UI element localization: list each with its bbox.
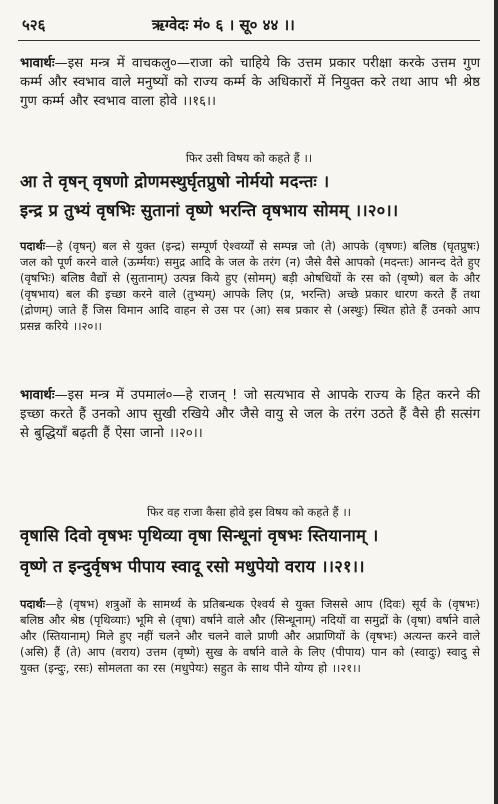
mantra-21-line-1: वृषासि दिवो वृषभः पृथिव्या वृषा सिन्धूनां वृषभः स्तियानाम् । (20, 526, 379, 545)
bhavarth-label: भावार्थः (20, 56, 55, 71)
page-number: ५२६ (22, 16, 46, 34)
section-caption: फिर वह राजा कैसा होवे इस विषय को कहते हैं ।। (146, 505, 352, 519)
padarth-20 (20, 238, 480, 334)
padarth-21 (20, 596, 480, 676)
bhavarth-20 (20, 386, 480, 443)
bhavarth-text: —इस मन्त्र में वाचकलु०—राजा को चाहिये कि उत्तम प्रकार परीक्षा करके उत्तम गुण कर्म्म और स्वभाव वाले मनुष्यों को राज्य कर्म्म के अधिकारों में नियुक्त करे तथा आप भी श्रेष्ठ गुण कर्म्म और स्वभाव वाला होवे ।।१६।। (20, 56, 480, 109)
mantra-21-line-2: वृष्णे त इन्दुर्वृषभ पीपाय स्वादू रसो मधुपेयो वराय ।।२१।। (20, 557, 365, 576)
padarth-label: पदार्थः (20, 239, 46, 253)
mantra-20-line-1: आ ते वृषन् वृषणो द्रोणमस्थुर्घृतप्रुषो नोर्मयो मदन्तः । (20, 172, 330, 191)
header-rule (18, 40, 480, 41)
bhavarth-label: भावार्थः (20, 388, 55, 403)
mantra-20-line-2: इन्द्र प्र तुभ्यं वृषभिः सुतानां वृष्णे भरन्ति वृषभाय सोमम् ।।२०।। (20, 201, 399, 220)
bhavarth-text: —इस मन्त्र में उपमालं०—हे राजन् ! जो सत्यभाव से आपके राज्य के हित करने की इच्छा करते हैं उनको आप सुखी रखिये और जैसे वायु से जल के तरंग उठते हैं वैसे ही सत्संग से बुद्धियाँ बढ़ती हैं ऐसा जानो ।।२०।। (20, 388, 480, 441)
bhavarth-19 (20, 54, 480, 111)
padarth-text: —हे (वृषन्) बल से युक्त (इन्द्र) सम्पूर्ण ऐश्वर्य्यों से सम्पन्न जो (ते) आपके (वृषणः) बलिष्ठ (घृतप्रुषः) जल को पूर्ण करने वाले (ऊर्म्मयः) समुद्र आदि के जल के तरंग (न) जैसे वैसे आपको (मदन्तः) आनन्द देते हुए (वृषभिः) बलिष्ठ वैद्यों से (सुतानाम्) उत्पन्न किये हुए (सोमम्) बड़ी ओषधियों के रस को (वृष्णे) बल के और (वृषभाय) बल की इच्छा करने वाले (तुभ्यम्) आपके लिए (प्र, भरन्ति) अच्छे प्रकार धारण करते हैं तथा (द्रोणम्) जाते हैं जिस विमान आदि वाहन से उस पर (आ) सब प्रकार से (अस्थुः) स्थित होते हैं उनको आप प्रसन्न करिये ।।२०।। (20, 239, 480, 333)
padarth-label: पदार्थः (20, 597, 46, 611)
page-edge-shadow (494, 0, 498, 804)
section-caption: फिर उसी विषय को कहते हैं ।। (185, 151, 313, 165)
padarth-text: —हे (वृषभ) शत्रुओं के सामर्थ्य के प्रतिबन्धक ऐश्वर्य से युक्त जिससे आप (दिवः) सूर्य के (वृषभः) बलिष्ठ और श्रेष्ठ (पृथिव्याः) भूमि से (वृषा) वर्षाने वाले और (सिन्धूनाम्) नदियों वा समुद्रों के (वृषा) वर्षाने वाले और (स्तियानाम्) मिले हुए नहीं चलने और चलने वाले प्राणी और अप्राणियों के (वृषभः) अत्यन्त करने वाले (असि) हैं (ते) आप (वराय) उत्तम (वृष्णे) सुख के वर्षाने वाले के लिए (पीपाय) पान को (स्वादुः) स्वादु से युक्त (इन्दुः, रसः) सोमलता का रस (मधुपेयः) सहुत के साथ पीने योग्य हो ।।२१।। (20, 597, 480, 675)
running-title: ऋग्वेदः मं० ६ । सू० ४४ ।। (152, 16, 295, 34)
page-header (22, 14, 478, 36)
